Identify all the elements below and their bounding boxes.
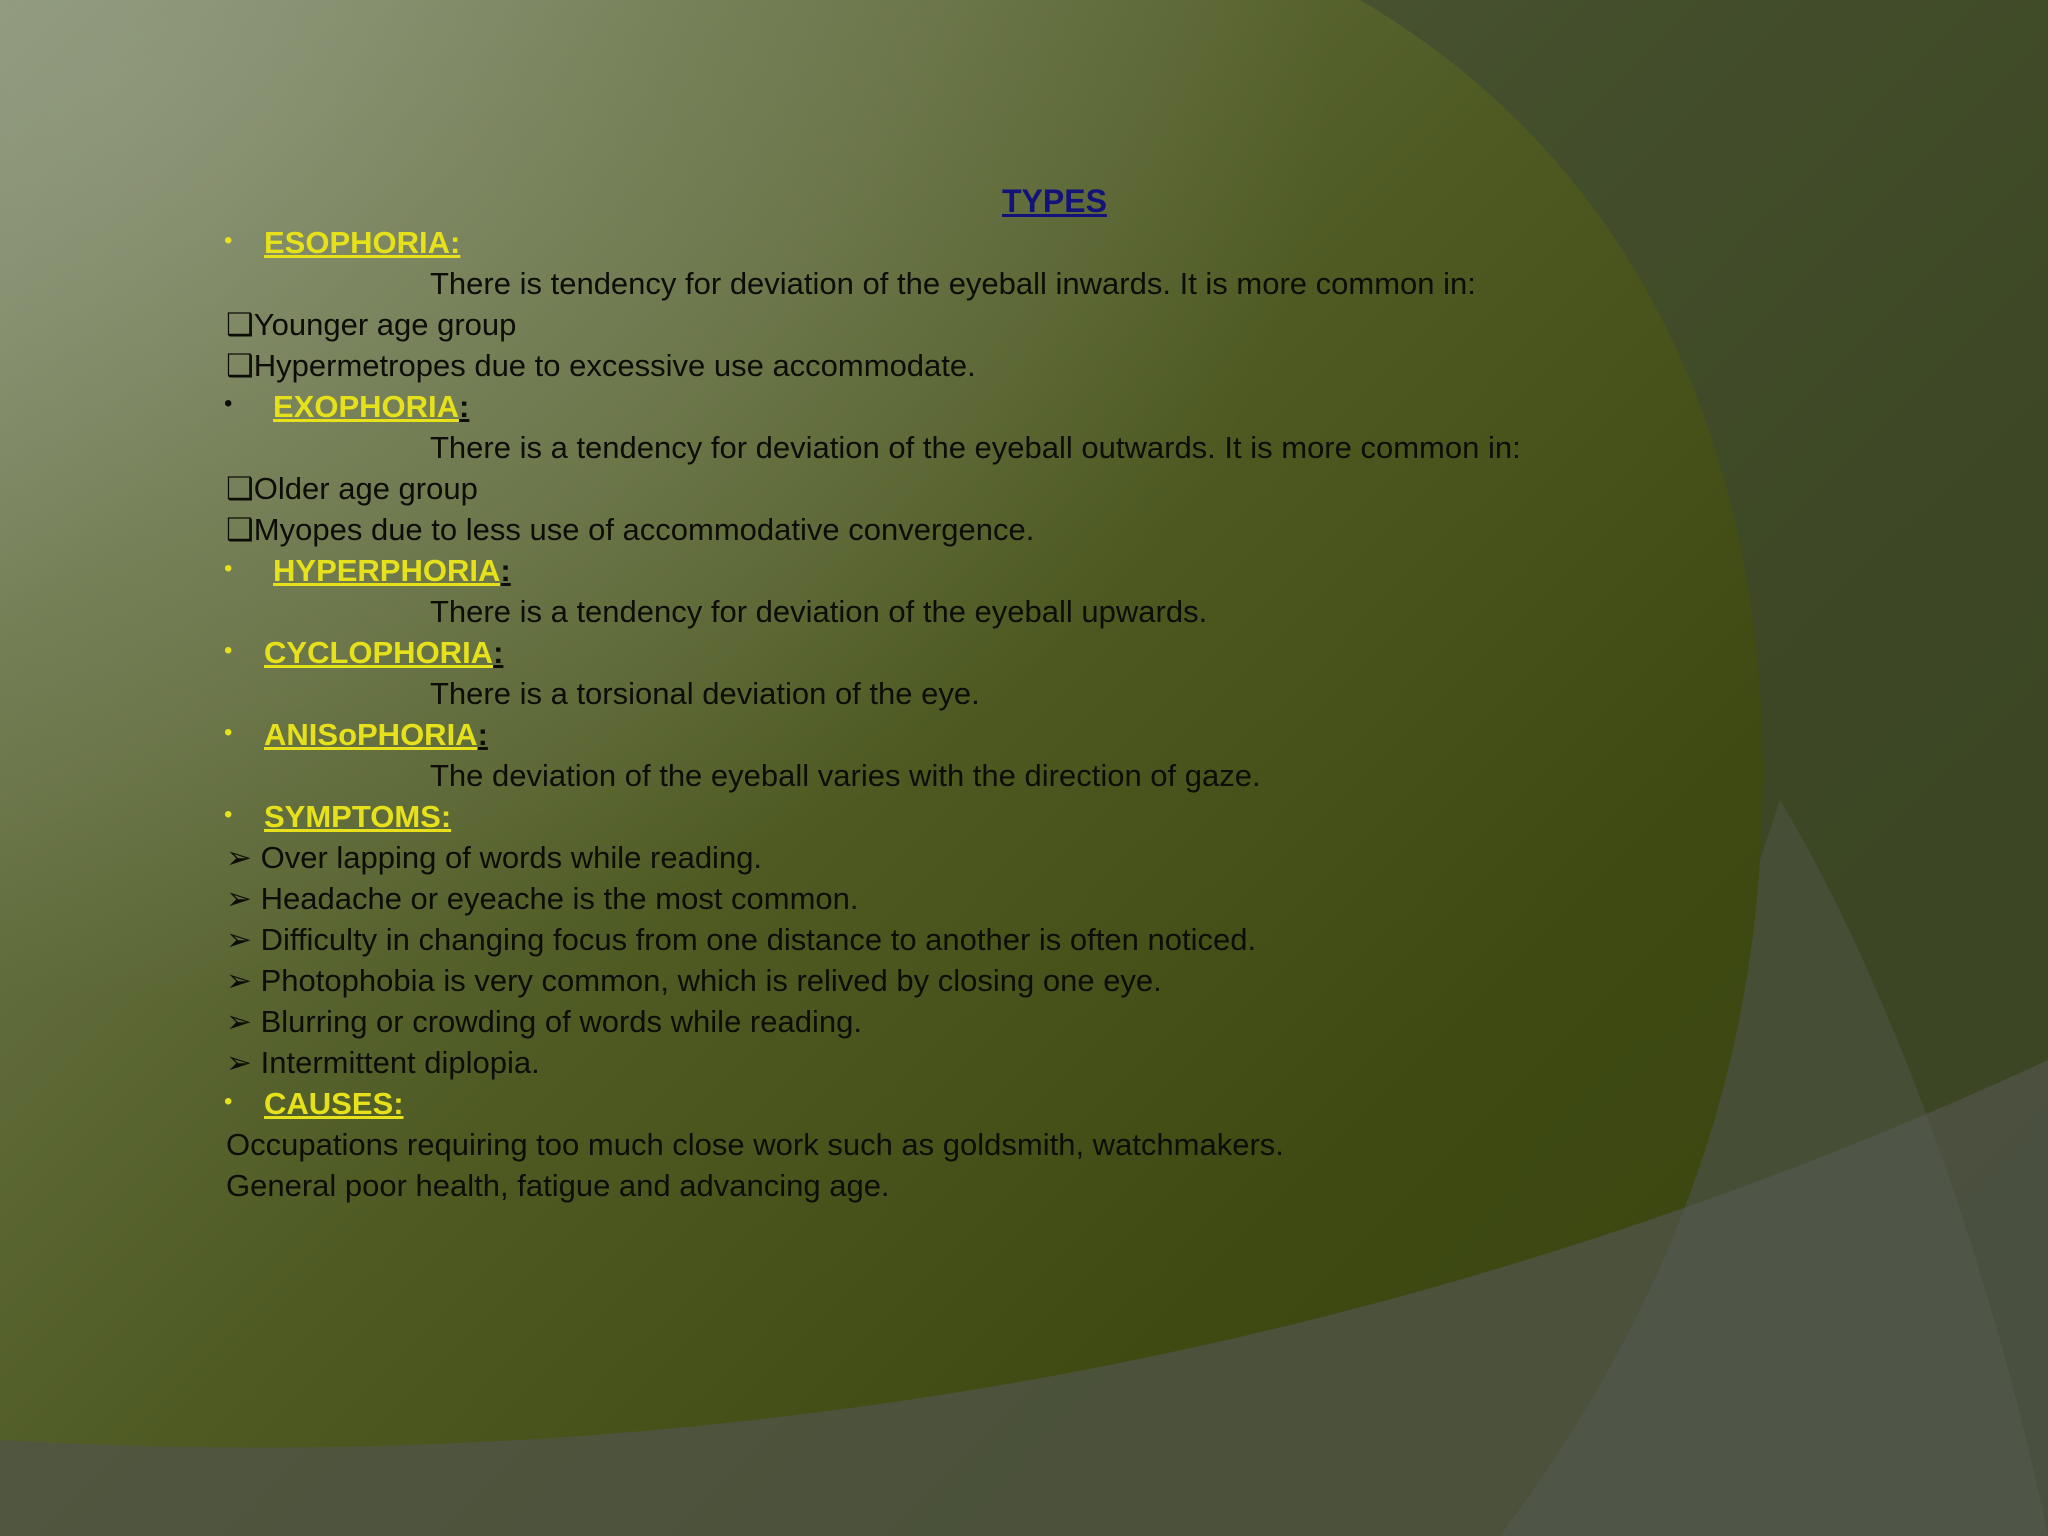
exophoria-description: There is a tendency for deviation of the eyeball outwards. It is more common in: bbox=[430, 430, 1521, 465]
anisophoria-heading-line bbox=[264, 715, 488, 755]
arrow-bullet-icon: ➢ bbox=[226, 840, 252, 875]
symptom-item bbox=[226, 879, 859, 919]
exophoria-heading-line bbox=[273, 387, 469, 427]
symptom-text: Over lapping of words while reading. bbox=[260, 840, 763, 875]
symptom-text: Difficulty in changing focus from one distance to another is often noticed. bbox=[260, 922, 1257, 957]
list-item bbox=[226, 469, 478, 509]
hyperphoria-heading: HYPERPHORIA bbox=[273, 553, 501, 588]
list-item-text: Older age group bbox=[253, 471, 478, 506]
checkbox-bullet-icon: ❑ bbox=[226, 512, 254, 547]
round-bullet-icon: • bbox=[224, 227, 233, 254]
esophoria-description: There is tendency for deviation of the eyeball inwards. It is more common in: bbox=[430, 266, 1476, 301]
symptom-text: Intermittent diplopia. bbox=[260, 1045, 540, 1080]
cyclophoria-heading-line bbox=[264, 633, 503, 673]
round-bullet-icon: • bbox=[224, 390, 233, 417]
cyclophoria-description: There is a torsional deviation of the eye. bbox=[430, 676, 980, 711]
heading-colon: : bbox=[477, 717, 488, 752]
symptom-item bbox=[226, 1002, 862, 1042]
cause-item: General poor health, fatigue and advancing age. bbox=[226, 1168, 890, 1203]
heading-colon: : bbox=[459, 389, 470, 424]
slide-title: TYPES bbox=[1002, 183, 1107, 219]
exophoria-heading: EXOPHORIA bbox=[273, 389, 460, 424]
arrow-bullet-icon: ➢ bbox=[226, 1004, 252, 1039]
anisophoria-description: The deviation of the eyeball varies with the direction of gaze. bbox=[430, 758, 1261, 793]
checkbox-bullet-icon: ❑ bbox=[226, 471, 254, 506]
arrow-bullet-icon: ➢ bbox=[226, 881, 252, 916]
symptom-text: Headache or eyeache is the most common. bbox=[260, 881, 859, 916]
round-bullet-icon: • bbox=[224, 1088, 233, 1115]
causes-heading: CAUSES: bbox=[264, 1086, 404, 1121]
round-bullet-icon: • bbox=[224, 719, 233, 746]
list-item bbox=[226, 510, 1034, 550]
round-bullet-icon: • bbox=[224, 555, 233, 582]
list-item bbox=[226, 305, 516, 345]
arrow-bullet-icon: ➢ bbox=[226, 1045, 252, 1080]
list-item bbox=[226, 346, 976, 386]
round-bullet-icon: • bbox=[224, 801, 233, 828]
list-item-text: Younger age group bbox=[253, 307, 517, 342]
cause-item: Occupations requiring too much close work such as goldsmith, watchmakers. bbox=[226, 1127, 1284, 1162]
heading-colon: : bbox=[493, 635, 504, 670]
symptom-item bbox=[226, 961, 1162, 1001]
cyclophoria-heading: CYCLOPHORIA bbox=[264, 635, 494, 670]
arrow-bullet-icon: ➢ bbox=[226, 922, 252, 957]
checkbox-bullet-icon: ❑ bbox=[226, 307, 254, 342]
symptom-item bbox=[226, 838, 762, 878]
arrow-bullet-icon: ➢ bbox=[226, 963, 252, 998]
round-bullet-icon: • bbox=[224, 637, 233, 664]
list-item-text: Hypermetropes due to excessive use accommodate. bbox=[253, 348, 976, 383]
symptom-text: Blurring or crowding of words while reading. bbox=[260, 1004, 862, 1039]
symptoms-heading: SYMPTOMS: bbox=[264, 799, 452, 834]
hyperphoria-heading-line bbox=[273, 551, 511, 591]
symptom-item bbox=[226, 920, 1256, 960]
symptom-item bbox=[226, 1043, 540, 1083]
heading-colon: : bbox=[500, 553, 511, 588]
list-item-text: Myopes due to less use of accommodative convergence. bbox=[253, 512, 1035, 547]
symptom-text: Photophobia is very common, which is relived by closing one eye. bbox=[260, 963, 1162, 998]
checkbox-bullet-icon: ❑ bbox=[226, 348, 254, 383]
hyperphoria-description: There is a tendency for deviation of the eyeball upwards. bbox=[430, 594, 1208, 629]
esophoria-heading: ESOPHORIA: bbox=[264, 225, 461, 260]
anisophoria-heading: ANISoPHORIA bbox=[264, 717, 478, 752]
